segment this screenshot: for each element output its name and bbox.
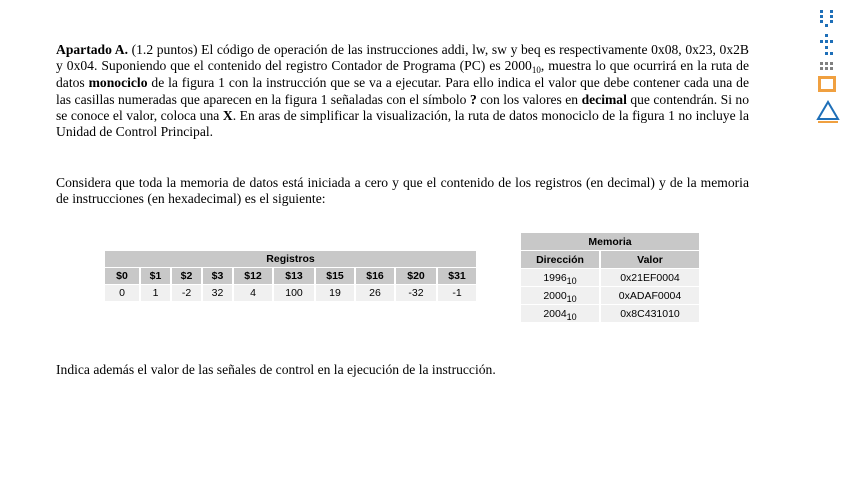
register-name: $2 — [172, 268, 201, 284]
register-name: $12 — [234, 268, 272, 284]
register-value: -1 — [438, 285, 476, 301]
address-base-subscript: 10 — [566, 275, 577, 286]
memory-value: 0xADAF0004 — [601, 287, 699, 304]
intro-text-3: de la figura 1 con la instrucción que se va a ejecutar. Para ello indica el valor que debe contener cada una de las casillas numeradas que aparecen en la figura 1 señaladas con el símbolo — [56, 75, 749, 107]
bold-x: X — [222, 107, 233, 123]
registers-value-row — [105, 285, 476, 301]
register-name: $0 — [105, 268, 139, 284]
intro-text-2: , muestra lo que ocurrirá en la ruta de datos — [56, 58, 749, 91]
register-value: 26 — [356, 285, 394, 301]
memory-value: 0x21EF0004 — [601, 269, 699, 286]
memory-value: 0x8C431010 — [601, 305, 699, 322]
memory-address: $1996_{10}$ — [521, 269, 599, 286]
registers-table — [103, 250, 478, 302]
points-label: (1.2 puntos) — [131, 42, 198, 57]
bold-question-mark: ? — [469, 91, 477, 107]
bold-decimal: decimal — [581, 91, 627, 107]
registers-title: Registros — [105, 251, 476, 267]
memory-header-row — [521, 251, 699, 268]
register-value: 100 — [274, 285, 314, 301]
memory-row — [521, 269, 699, 286]
memory-row — [521, 287, 699, 304]
memory-table — [519, 232, 701, 323]
intro-text-5: que contendrán. Si no se conoce el valor, coloca una — [56, 91, 750, 123]
register-name: $15 — [316, 268, 354, 284]
address-column-header: Dirección — [521, 251, 599, 268]
memory-note-paragraph: Considera que toda la memoria de datos está iniciada a cero y que el contenido de los registros (en decimal) y de la memoria de instrucciones (en hexadecimal) es el siguiente: — [56, 175, 749, 207]
memory-title: Memoria — [521, 233, 699, 250]
register-value: 1 — [141, 285, 170, 301]
register-name: $31 — [438, 268, 476, 284]
register-value: 4 — [234, 285, 272, 301]
closing-paragraph: Indica además el valor de las señales de control en la ejecución de la instrucción. — [56, 362, 496, 377]
registers-header-row — [105, 268, 476, 284]
intro-paragraph — [56, 42, 749, 140]
bold-monociclo: monociclo — [88, 75, 148, 91]
register-value: -2 — [172, 285, 201, 301]
register-name: $3 — [203, 268, 232, 284]
university-logo-icon — [814, 6, 842, 126]
register-value: 19 — [316, 285, 354, 301]
register-value: 32 — [203, 285, 232, 301]
value-column-header: Valor — [601, 251, 699, 268]
register-value: -32 — [396, 285, 436, 301]
section-heading: Apartado A. — [56, 42, 128, 57]
address-base-subscript: 10 — [566, 293, 577, 304]
pc-base-subscript: 10 — [531, 65, 541, 76]
register-name: $20 — [396, 268, 436, 284]
register-value: 0 — [105, 285, 139, 301]
memory-address: $2004_{10}$ — [521, 305, 599, 322]
register-name: $13 — [274, 268, 314, 284]
register-name: $1 — [141, 268, 170, 284]
intro-text-4: con los valores en — [480, 91, 579, 107]
memory-address: $2000_{10}$ — [521, 287, 599, 304]
intro-text-1: El código de operación de las instrucciones addi, lw, sw y beq es respectivamente 0x08, 0x23, 0x2B y 0x04. Suponiendo que el contenido del registro Contador de Programa (PC) es 2000 — [56, 42, 749, 74]
register-name: $16 — [356, 268, 394, 284]
intro-text-6: . En aras de simplificar la visualización, la ruta de datos monociclo de la figura 1 no incluye la Unidad de Control Principal. — [56, 107, 749, 140]
memory-row — [521, 305, 699, 322]
address-base-subscript: 10 — [566, 311, 577, 322]
